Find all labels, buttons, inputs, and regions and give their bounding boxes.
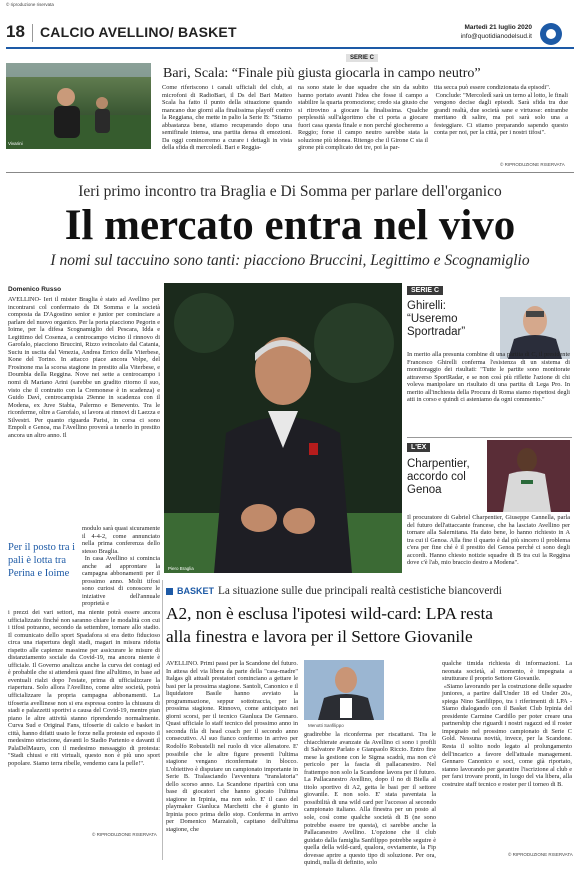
top-article-col1: Come riferiscono i canali ufficiali del club, ai microfoni di RadioBari, il Ds del Bari Matteo Scala ha fatto il punto della situazione quando mancano due giorni alla finalissima playoff contro la Reggiana, che mette in palio la Serie B: "Stiamo abbastanza bene, stiamo recuperando dopo una semifinale intensa, una partita densa di emozioni. Da oggi cominceremo a curare i dettagli in vista della sfida di mercoledì. Bari e Reggia- <box>162 84 294 152</box>
vivarini-photo <box>6 63 151 149</box>
main-headline: Il mercato entra nel vivo <box>64 202 516 249</box>
main-col1-upper: AVELLINO- Ieri il mister Braglia è stato ad Avellino per incontrarsi col confermato ds Di Somma e la società composta da D'Agostino senior e junior per cominciare a parlare del nuovo organico. Per la porta piacciono Pegorin e Ioime, per la difesa Scognamiglio del Pescara, Idda e Legittimo del Cosenza, a centrocampo vicino il rinnovo di Garofalo, piacciono Bruccini, Rizzo svincolato dal Catania, Suciu in uscita dal Venezia, Andrea Errico della Viterbese, Kone del Torino. In attacco piace ancora Volpe, del Frosinone ma la scorsa stagione in prestito alla Viterbese, e Doumbia della Reggina. Nove nei sette a centrocampo i nomi di Mariano Arini (sarebbe un gradito ritorno il suo, visto che il contratto con la Cremonese è in scadenza) e Guido Davì, centrocampista 29enne in scadenza con il Modena, ex Juve Stabia, Palermo e Benevento. Tra le riconferme, oltre a Garofalo, si lavora ai rinnovi di Laezza e Silvestri. Per quanto riguarda Parisi, in corsa ci sono Empoli e Genoa, ma l'Avellino proverà a tenerlo in prestito ancora un altro anno. Il <box>8 296 162 439</box>
sidebar1-headline: Ghirelli: “Useremo Sportradar” <box>407 300 466 338</box>
logo-inner-icon <box>546 29 556 39</box>
header-date: Martedì 21 luglio 2020 <box>464 24 532 31</box>
basket-kicker: La situazione sulle due principali realtà cestistiche biancoverdi <box>218 585 502 597</box>
top-article-headline: Bari, Scala: “Finale più giusta giocarla in campo neutro” <box>163 66 481 81</box>
main-col1-footer: © RIPRODUZIONE RISERVATA <box>92 832 157 837</box>
main-byline: Domenico Russo <box>8 286 62 293</box>
top-article-footer: © RIPRODUZIONE RISERVATA <box>500 162 565 167</box>
charpentier-photo-graphic <box>487 440 570 512</box>
braglia-photo-graphic <box>164 283 402 573</box>
sidebar2-body: Il procuratore di Gabriel Charpentier, Giuseppe Cannella, parla del futuro dell'attaccante francese, che ha lasciato Avellino per tornare alla Salernitana. Ha dato bene, lo hanno richiesto in A tra cui il Genoa. Alla fine il quarto è dal più sincero il problema c'era per fine ché è il prestito del Genoa perché ci sono degli accordi. Hanno chiesto notizie squadre di B tra cui la Reggina dove c'è l'ab, mio braccio destro a Modena". <box>407 514 572 567</box>
ghirelli-photo-graphic <box>500 297 570 359</box>
page-number: 18 <box>6 22 25 41</box>
header-divider-v <box>32 24 33 42</box>
top-article-tag: SERIE C <box>346 54 378 62</box>
column-rule <box>162 580 163 860</box>
header-rule <box>6 47 574 49</box>
basket-headline-line1: A2, non è esclusa l'ipotesi wild-card: LPA resta <box>166 604 493 623</box>
top-article-rule <box>6 172 574 173</box>
header-site: info@quotidianodelsud.it <box>460 33 532 40</box>
sidebar-divider <box>407 437 572 438</box>
sanfilippo-photo <box>304 660 384 720</box>
basket-tag: BASKET <box>177 586 215 596</box>
main-pullquote: Per il posto tra i pali è lotta tra Perina e Ioime <box>8 542 76 579</box>
main-kicker: Ieri primo incontro tra Braglia e Di Somma per parlare dell'organico <box>78 183 502 200</box>
braglia-photo <box>164 283 402 573</box>
top-article-col3: tita secca può essere condizionata da episodi". Conclude: "Mercoledì sarà un terno al lotto, le finali vengono decise dagli episodi. Sarà sfida tra due grandi realtà, due società sane e virtuose: entrambe meritano di salire, ma poi sarà solo una a festeggiare. Ci stiamo preparando sapendo questo conta per noi, per la città, per i nostri tifosi". <box>434 84 569 137</box>
ghirelli-photo <box>500 297 570 359</box>
main-col1-lower: i prezzi dei vari settori, ma niente potrà essere ancora ufficializzato finché non saranno chiare le modalità con cui i tifosi potranno, secondo da settembre, tornare allo stadio. Il comunicato dello sport Spadafora si era detto fiducioso circa una riapertura degli stadi, magari in misura ridotta rispetto alle capienze massime per assicurare le misure di distanziamento sociale da Covid-19, ma ancora niente è ufficiale. Il Governo analizza anche la curva dei contagi ed è probabile che si attenderà quasi fine all'ultimo, in base ad eventuali rialzi dopo l'estate, prima di ufficializzare la riapertura. Solo allora l'Avellino, come altre società, potrà ufficializzare la propria campagna abbonamenti. La tifoseria avellinese non si era espressa contro la chiusura di stadi e palazzetti sportivi a causa del Covid-19, mentre pian piano le altre attività stanno riprendendo normalmente. Curva Sud e Original Fans, tifoserie di calcio e basket in città, hanno difatti usato le forze nella proteste ed esposto il medesimo striscione, davanti lo Stadio Partenio e davanti il PalaDelMauro, con il medesimo messaggio di protesta: "Stadi chiusi e riti virtuali, questo non è più uno sport popolare. Siamo terra ribelle, vendemo cara la pelle!". <box>8 609 162 767</box>
braglia-caption: Piero Braglia <box>168 566 194 571</box>
charpentier-photo <box>487 440 570 512</box>
vivarini-photo-graphic <box>6 63 151 149</box>
sanfilippo-caption: Menotti Sanfilippo <box>308 723 344 728</box>
top-article-col2: na sono state le due squadre che sin da subito hanno portato avanti l'idea che fosse il campo a stabilire la quarta promozione; credo sia giusto che si ritrovino a giocare la finalissima. Qualche perplessità sull'algoritmo che ci porta a giocare fuori casa questa finale e non perché giocheremo a Reggio; forse il campo neutro sarebbe stata la soluzione più idonea. Ritengo che il Girone C sia il girone più complicato dei tre, poi la par- <box>298 84 430 152</box>
basket-col3: qualche timida richiesta di informazioni. La neonata società, al momento, è impegnata a strutturare il proprio Settore Giovanile. «Siamo lavorando per la costruzione delle squadre juniores, a partire dall'Under 18 ed Under 20», spiega Nino Sanfilippo, tra i riferimenti di LPA - Siamo dialogando con il Basket Club Irpinia del presidente Carmine Cardillo per poter creare una partnership che riguardi i nostri ragazzi ed il roster impegnato nel prossimo campionato di Serie C Gold. Nessuna novità, invece, per la Scandone. Resta il solito nodo legato al prolungamento dell'incarico a favore dell'attuale management. Gennaro Canonico e soci, come già riportato, stanno lavorando per garantire l'iscrizione al club e per farsi trovare pronti, in luogo del via libera, alla costruire staff tecnico e roster per il torneo di B. <box>442 660 573 788</box>
basket-col1: AVELLINO. Primi passi per la Scandone del futuro. In attesa del via libera da parte della "casa-madre" Italgas gli attuali prestatori cominciano a gettare le basi per la prossima stagione. Santoli, Canonico e il liquidatore Basile hanno avviato la programmazione, seppur sottotraccia, per la prossima stagione. Rinnovo, come anticipato nei giorni scorsi, per il tecnico Gianluca De Gennaro. Quasi ufficiale lo staff tecnico del prossimo anno in seconda fila di head coach per il secondo anno consecutivo. Al suo fianco confermo in arrivo per Rodolfo Robustelli nel ruolo di vice allenatore. E' possibile che le altre figure presenti l'ultima stagione vengano riconfermate in blocco. L'obiettivo è disputare un campionato importante in Serie B. Tralasciando l'avventura "translatoria" dello scorso anno. La Scandone ripartirà con una base di giocatori che hanno giocato l'ultima stagione in Irpinia, ma non solo. E' il caso del playmaker Gianluca Marchetti che è giunto in Irpinia poco prima dello stop. Conferma in arrivo per Domenico Marzaioli, capitano dell'ultima stagione, che <box>166 660 300 834</box>
sidebar1-tag: SERIE C <box>407 286 443 295</box>
main-subhead: I nomi sul taccuino sono tanti: piacciono Bruccini, Legittimo e Scognamiglio <box>50 252 530 269</box>
basket-square-icon <box>166 588 173 595</box>
section-title: CALCIO AVELLINO/ BASKET <box>40 24 237 40</box>
basket-col2: gradirebbe la riconferma per riscattarsi. Tra le chiacchierate avanzate da Avellino ci sono i profili di Salvatore Parlato e Gianpaolo Riccio. Entro fine mese la gestione con le Sigma scadrà, ma non c'è pericolo per la fascia di pallacanestro. Nel frattempo non solo la Scandone lavora per il futuro. La Pallacanestro Avellino, dopo il no di Biella al titolo sportivo di A2, getta le basi per il settore giovanile. E non solo. E' stata paventata la possibilità di una wild card per l'accesso al secondo campionato italiano. Alla finestra per un posto al sole, così come qualche società di B (ne sono potrebbe essere tre questa), ci sarebbe anche la Pallacanestro Avellino. L'opzione che il club guidato dalla famiglia Sanfilippo potrebbe seguire è quella della wild-card, qualora, ovviamente, la Fip dovesse aprire a questo tipo di soluzione. Per ora, quindi, nulla di definito, solo <box>304 731 438 867</box>
basket-headline-line2: alla finestra e lavora per il Settore Giovanile <box>166 627 473 646</box>
copyright-strip: © riproduzione riservata <box>6 2 54 7</box>
sanfilippo-photo-graphic <box>304 660 384 720</box>
sidebar1-body: In merito alla presunta combine di una partita di C, il presidente Francesco Ghirelli conferma l'esistenza di un sistema di monitoraggio dei risultati: "Tutte le partite sono monitorate attraverso SportRadar, e se non così più riflette l'azione di chi voleva manipolare un risultato di una partita di Lega Pro. In merito all'inchiesta della Procura di Roma siamo rispettosi degli atti in corso e quindi ci asteniamo da ogni commento." <box>407 351 572 404</box>
vivarini-caption: Vivarini <box>8 141 23 146</box>
basket-footer: © RIPRODUZIONE RISERVATA <box>508 852 573 857</box>
sidebar2-headline: Charpentier, accordo col Genoa <box>407 458 470 496</box>
sidebar2-tag: L'EX <box>407 443 430 452</box>
main-col1-narrow: modulo sarà quasi sicuramente il 4-4-2, come annunciato nella prima conferenza dello stesso Braglia. In casa Avellino si comincia anche ad approntare la campagna abbonamenti per il prossimo anno. Molti tifosi sono curiosi di conoscere le iniziative dell'annuale proprietà e <box>82 525 160 608</box>
